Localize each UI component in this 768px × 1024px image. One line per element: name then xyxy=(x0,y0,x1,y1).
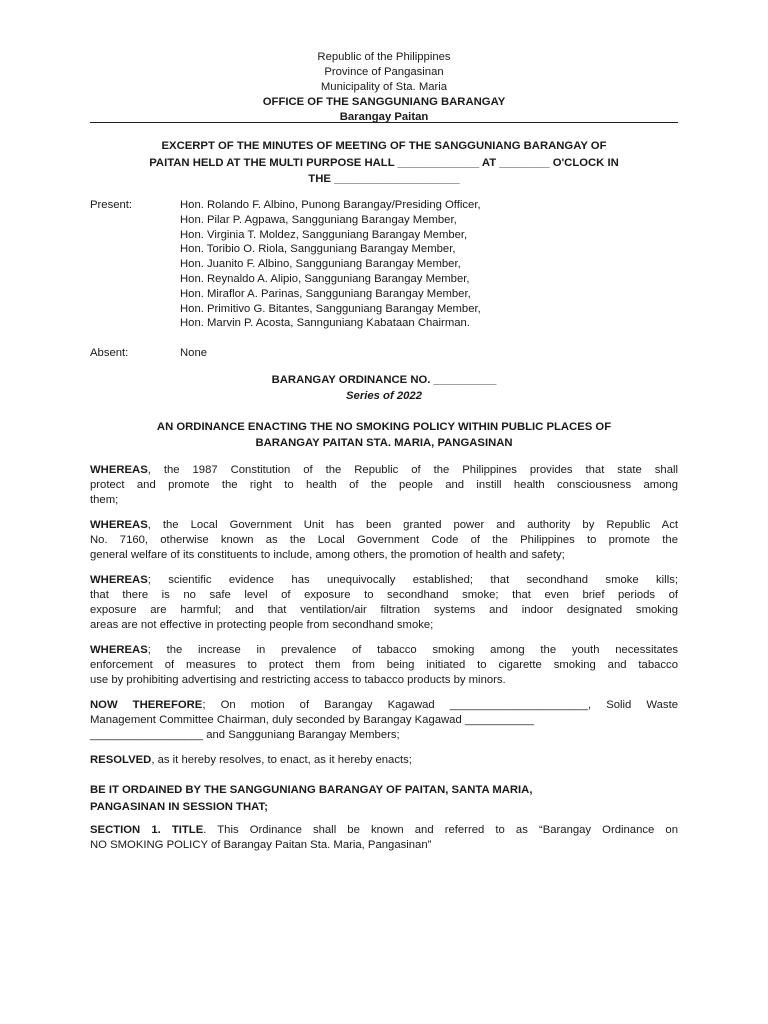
present-row xyxy=(90,213,678,228)
barangay-line: Barangay Paitan xyxy=(339,111,429,123)
now-therefore-keyword: NOW THEREFORE xyxy=(90,699,203,711)
whereas-clause xyxy=(90,573,678,633)
excerpt-line-3: THE ____________________ xyxy=(308,173,460,185)
section-1-keyword: SECTION 1. TITLE xyxy=(90,824,204,836)
present-row xyxy=(90,242,678,257)
paragraph-line xyxy=(90,698,678,713)
present-member: Hon. Reynaldo A. Alipio, Sangguniang Barangay Member, xyxy=(180,272,470,285)
document-page xyxy=(90,0,678,1024)
paragraph-line xyxy=(90,518,678,533)
ordinance-number: BARANGAY ORDINANCE NO. __________ xyxy=(271,374,497,386)
header-divider xyxy=(90,122,678,123)
present-member: Hon. Primitivo G. Bitantes, Sangguniang Barangay Member, xyxy=(180,302,481,315)
present-row xyxy=(90,198,678,213)
absent-row xyxy=(90,346,678,361)
paragraph-text: ; scientific evidence has unequivocally established; that secondhand smoke kills; xyxy=(147,574,678,586)
ordinance-title-line-1: AN ORDINANCE ENACTING THE NO SMOKING POLICY WITHIN PUBLIC PLACES OF xyxy=(156,421,612,433)
ordained-clause xyxy=(90,782,678,815)
whereas-keyword: WHEREAS xyxy=(90,574,148,586)
paragraph-line xyxy=(90,643,678,658)
paragraph-line: exposure are harmful; and that ventilation/air filtration systems and indoor designated smoking xyxy=(90,604,678,616)
present-row xyxy=(90,316,678,331)
paragraph-text: , as it hereby resolves, to enact, as it hereby enacts; xyxy=(151,754,412,766)
present-row xyxy=(90,257,678,272)
paragraph-line: __________________ and Sangguniang Barangay Members; xyxy=(90,729,400,741)
excerpt-line-1: EXCERPT OF THE MINUTES OF MEETING OF THE SANGGUNIANG BARANGAY OF xyxy=(161,140,607,152)
present-member: Hon. Toribio O. Riola, Sangguniang Barangay Member, xyxy=(180,243,456,256)
present-row xyxy=(90,302,678,317)
paragraph-line: enforcement of measures to protect them from being initiated to cigarette smoking and tabacco xyxy=(90,659,678,671)
paragraph-line: them; xyxy=(90,494,119,506)
present-row xyxy=(90,272,678,287)
municipality-line: Municipality of Sta. Maria xyxy=(320,81,448,93)
whereas-keyword: WHEREAS xyxy=(90,464,148,476)
paragraph-line: general welfare of its constituents to include, among others, the promotion of health and safety; xyxy=(90,549,565,561)
ordained-line-1: BE IT ORDAINED BY THE SANGGUNIANG BARANGAY OF PAITAN, SANTA MARIA, xyxy=(90,784,533,796)
paragraph-line xyxy=(90,573,678,588)
whereas-clause xyxy=(90,518,678,563)
resolved-clause xyxy=(90,753,678,768)
paragraph-line: use by prohibiting advertising and restricting access to tabacco products by minors. xyxy=(90,674,506,686)
letterhead xyxy=(90,50,678,125)
paragraph-text: ; the increase in prevalence of tabacco smoking among the youth necessitates xyxy=(147,644,678,656)
whereas-keyword: WHEREAS xyxy=(90,644,148,656)
paragraph-line: NO SMOKING POLICY of Barangay Paitan Sta. Maria, Pangasinan” xyxy=(90,839,432,851)
present-member: Hon. Rolando F. Albino, Punong Barangay/Presiding Officer, xyxy=(180,199,481,211)
paragraph-text: , the 1987 Constitution of the Republic of the Philippines provides that state shall xyxy=(147,464,678,476)
paragraph-line: Management Committee Chairman, duly seconded by Barangay Kagawad ___________ xyxy=(90,714,534,726)
absent-value: None xyxy=(180,347,208,359)
paragraph-line: that there is no safe level of exposure to secondhand smoke; that even brief periods of xyxy=(90,589,678,601)
paragraph-line xyxy=(90,823,678,838)
absent-line xyxy=(90,346,678,361)
whereas-clause xyxy=(90,643,678,688)
office-line: OFFICE OF THE SANGGUNIANG BARANGAY xyxy=(262,96,506,108)
present-row xyxy=(90,228,678,243)
present-member: Hon. Pilar P. Agpawa, Sangguniang Barangay Member, xyxy=(180,213,457,226)
republic-line: Republic of the Philippines xyxy=(317,51,451,63)
present-member: Hon. Marvin P. Acosta, Sannguniang Kabataan Chairman. xyxy=(180,317,470,330)
whereas-clause xyxy=(90,463,678,508)
now-therefore-clause xyxy=(90,698,678,743)
present-list xyxy=(90,198,678,331)
present-label: Present: xyxy=(90,199,133,211)
paragraph-text: ; On motion of Barangay Kagawad ______________________, Solid Waste xyxy=(202,699,678,711)
paragraph-line xyxy=(90,463,678,478)
present-row xyxy=(90,287,678,302)
ordinance-title-line-2: BARANGAY PAITAN STA. MARIA, PANGASINAN xyxy=(255,437,513,449)
ordained-line-2: PANGASINAN IN SESSION THAT; xyxy=(90,800,268,813)
whereas-keyword: WHEREAS xyxy=(90,519,148,531)
paragraph-text: . This Ordinance shall be known and referred to as “Barangay Ordinance on xyxy=(203,824,678,836)
present-member: Hon. Virginia T. Moldez, Sangguniang Barangay Member, xyxy=(180,228,468,241)
present-member: Hon. Miraflor A. Parinas, Sangguniang Barangay Member, xyxy=(180,287,471,300)
paragraph-line xyxy=(90,753,678,768)
ordinance-title xyxy=(90,419,678,451)
province-line: Province of Pangasinan xyxy=(324,66,444,78)
absent-label: Absent: xyxy=(90,347,129,359)
paragraph-line: No. 7160, otherwise known as the Local Government Code of the Philippines to promote the xyxy=(90,534,678,546)
paragraph-line: protect and promote the right to health of the people and instill health consciousness among xyxy=(90,479,678,491)
ordinance-series: Series of 2022 xyxy=(346,390,422,402)
paragraph-line: areas are not effective in protecting people from secondhand smoke; xyxy=(90,619,434,631)
resolved-keyword: RESOLVED xyxy=(90,754,152,766)
present-member: Hon. Juanito F. Albino, Sangguniang Barangay Member, xyxy=(180,258,461,271)
paragraph-text: , the Local Government Unit has been granted power and authority by Republic Act xyxy=(147,519,678,531)
excerpt-heading xyxy=(90,138,678,188)
section-1-title xyxy=(90,823,678,853)
excerpt-line-2: PAITAN HELD AT THE MULTI PURPOSE HALL _____________ AT ________ O'CLOCK IN xyxy=(149,156,619,169)
